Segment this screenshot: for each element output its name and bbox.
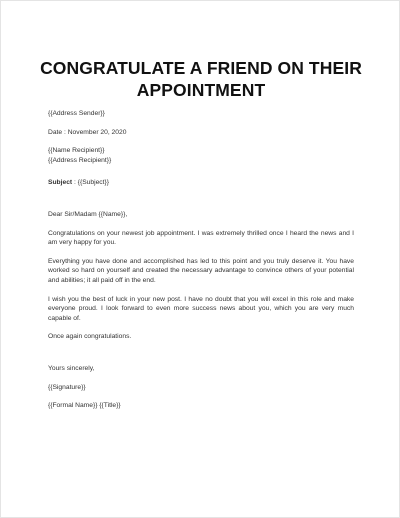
paragraph-3: I wish you the best of luck in your new post. I have no doubt that you will excel in this role and make everyone proud. I look forward to even more success news about you, which you are very much capable of. bbox=[48, 295, 354, 322]
closing: Yours sincerely, bbox=[48, 364, 95, 372]
address-sender: {{Address Sender}} bbox=[48, 110, 105, 117]
letter-body bbox=[48, 109, 354, 411]
letter-date: Date : November 20, 2020 bbox=[48, 128, 127, 136]
name-recipient: {{Name Recipient}} bbox=[48, 147, 105, 155]
paragraph-4: Once again congratulations. bbox=[48, 333, 132, 341]
paragraph-1: Congratulations on your newest job appointment. I was extremely thrilled once I heard the news and I am very happy for you. bbox=[48, 229, 354, 247]
subject-value: : {{Subject}} bbox=[72, 179, 109, 187]
subject-line bbox=[48, 178, 354, 188]
signature: {{Signature}} bbox=[48, 383, 86, 391]
document-title bbox=[1, 57, 400, 101]
paragraph-2: Everything you have done and accomplished has led to this point and you truly deserve it. You have worked so hard on yourself and created the necessary advantage to convince others of your potential and abilities; it all paid off in the end. bbox=[48, 257, 354, 284]
salutation: Dear Sir/Madam {{Name}}, bbox=[48, 210, 128, 218]
title-line-2: APPOINTMENT bbox=[136, 80, 266, 100]
title-line-1: CONGRATULATE A FRIEND ON THEIR bbox=[40, 58, 362, 78]
formal-name: {{Formal Name}} {{Title}} bbox=[48, 402, 121, 410]
subject-label: Subject bbox=[48, 179, 73, 187]
address-recipient: {{Address Recipient}} bbox=[48, 156, 112, 164]
